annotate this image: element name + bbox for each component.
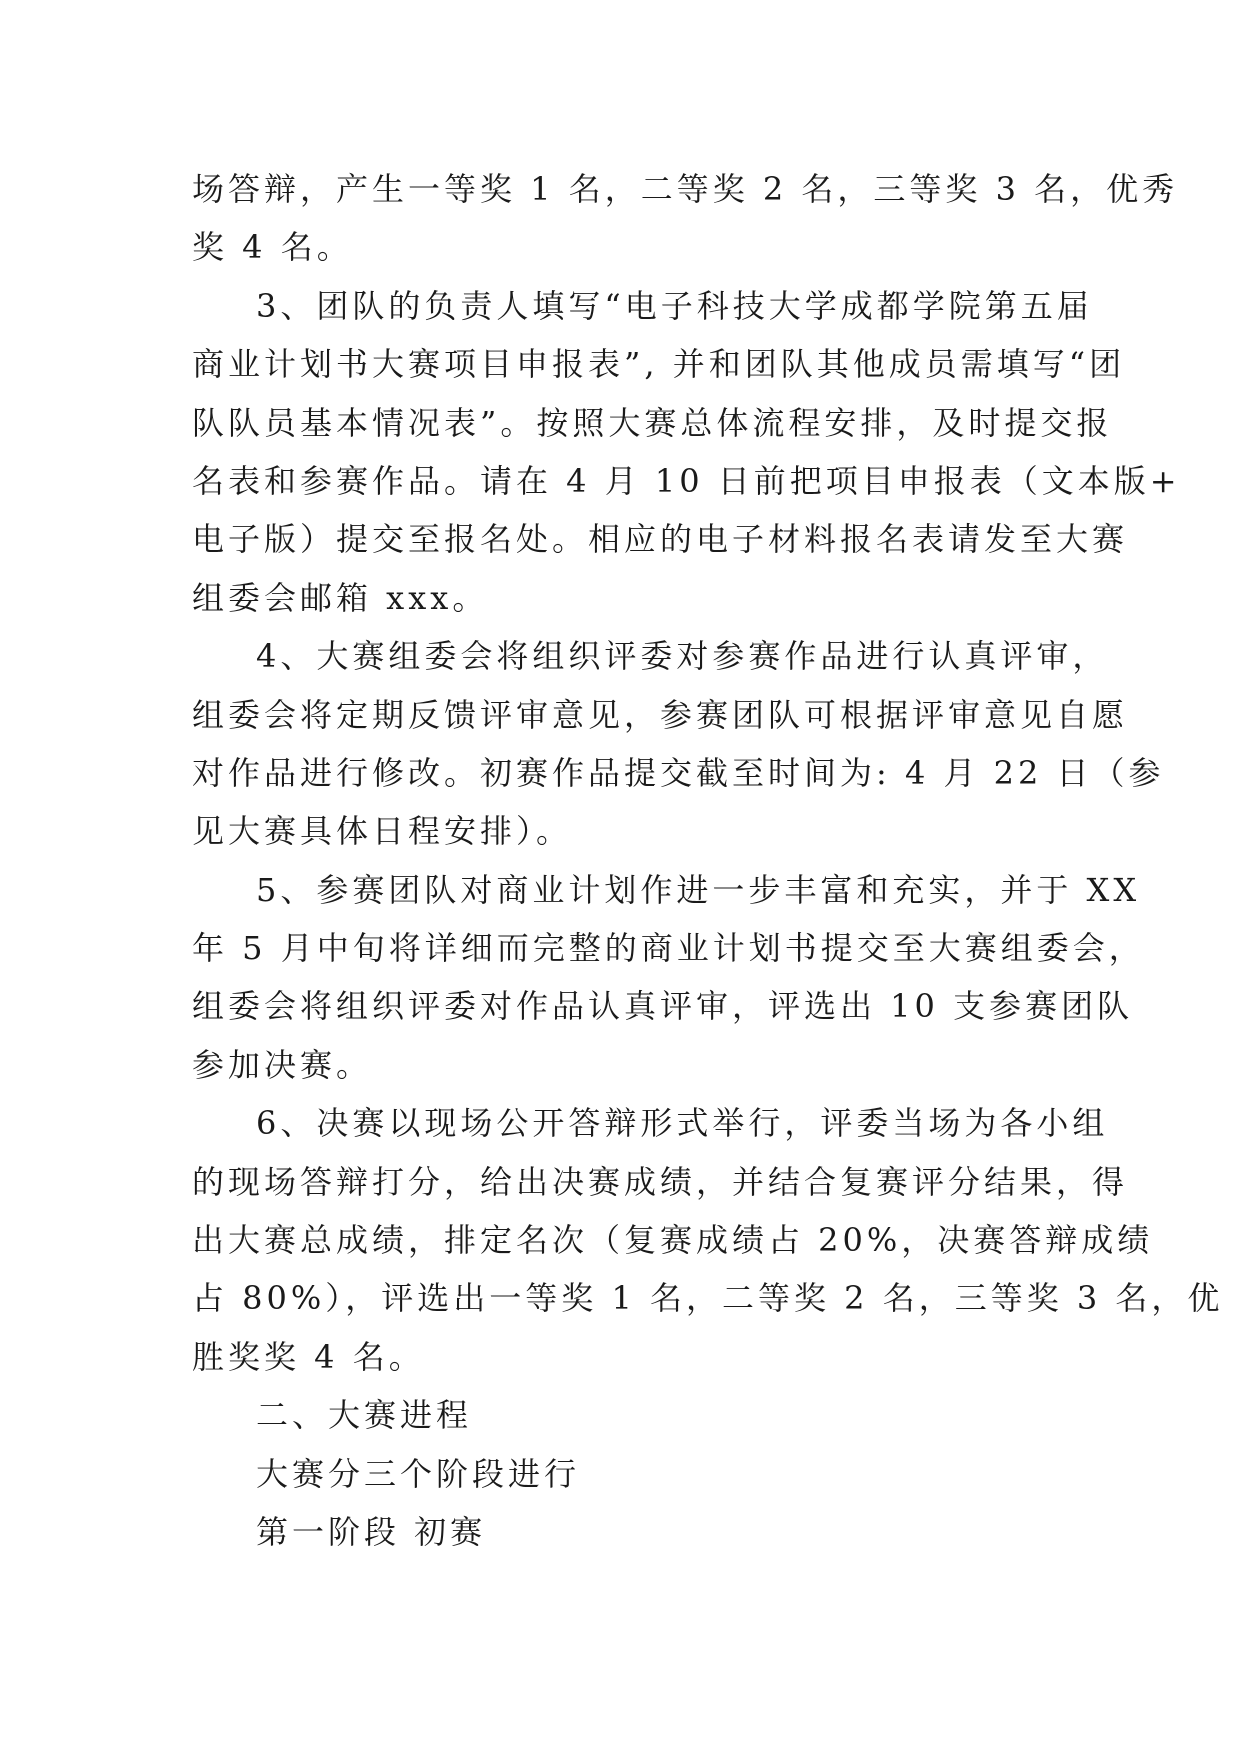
text-line: 年 5 月中旬将详细而完整的商业计划书提交至大赛组委会，	[192, 929, 1145, 968]
text-line: 商业计划书大赛项目申报表”, 并和团队其他成员需填写“团	[192, 345, 1126, 384]
text-line: 的现场答辩打分，给出决赛成绩，并结合复赛评分结果，得	[192, 1162, 1129, 1201]
paragraph-4-start: 4、大赛组委会将组织评委对参赛作品进行认真评审，	[256, 637, 1109, 676]
text-line: 胜奖奖 4 名。	[192, 1337, 425, 1376]
text-line: 名表和参赛作品。请在 4 月 10 日前把项目申报表（文本版+	[192, 461, 1181, 500]
text-line: 出大赛总成绩，排定名次（复赛成绩占 20%，决赛答辩成绩	[192, 1221, 1154, 1260]
paragraph-6-start: 6、决赛以现场公开答辩形式举行，评委当场为各小组	[256, 1104, 1109, 1143]
text-line: 奖 4 名。	[192, 228, 353, 267]
text-line: 组委会邮箱 xxx。	[192, 578, 489, 617]
section-heading: 二、大赛进程	[256, 1396, 473, 1435]
paragraph-3-start: 3、团队的负责人填写“电子科技大学成都学院第五届	[256, 286, 1093, 325]
document-body	[192, 160, 1224, 1561]
stage-heading: 第一阶段 初赛	[256, 1512, 487, 1551]
text-line: 对作品进行修改。初赛作品提交截至时间为: 4 月 22 日（参	[192, 753, 1165, 792]
paragraph-5-start: 5、参赛团队对商业计划作进一步丰富和充实，并于 XX	[256, 870, 1141, 909]
section-intro: 大赛分三个阶段进行	[256, 1454, 581, 1493]
text-line: 组委会将组织评委对作品认真评审，评选出 10 支参赛团队	[192, 987, 1134, 1026]
text-line: 占 80%），评选出一等奖 1 名，二等奖 2 名，三等奖 3 名，优	[192, 1279, 1224, 1318]
text-line: 队队员基本情况表”。按照大赛总体流程安排，及时提交报	[192, 403, 1113, 442]
text-line: 场答辩，产生一等奖 1 名，二等奖 2 名，三等奖 3 名，优秀	[192, 170, 1179, 208]
text-line: 电子版）提交至报名处。相应的电子材料报名表请发至大赛	[192, 520, 1129, 559]
text-line: 参加决赛。	[192, 1045, 373, 1084]
text-line: 见大赛具体日程安排）。	[192, 812, 573, 851]
text-line: 组委会将定期反馈评审意见，参赛团队可根据评审意见自愿	[192, 695, 1129, 734]
